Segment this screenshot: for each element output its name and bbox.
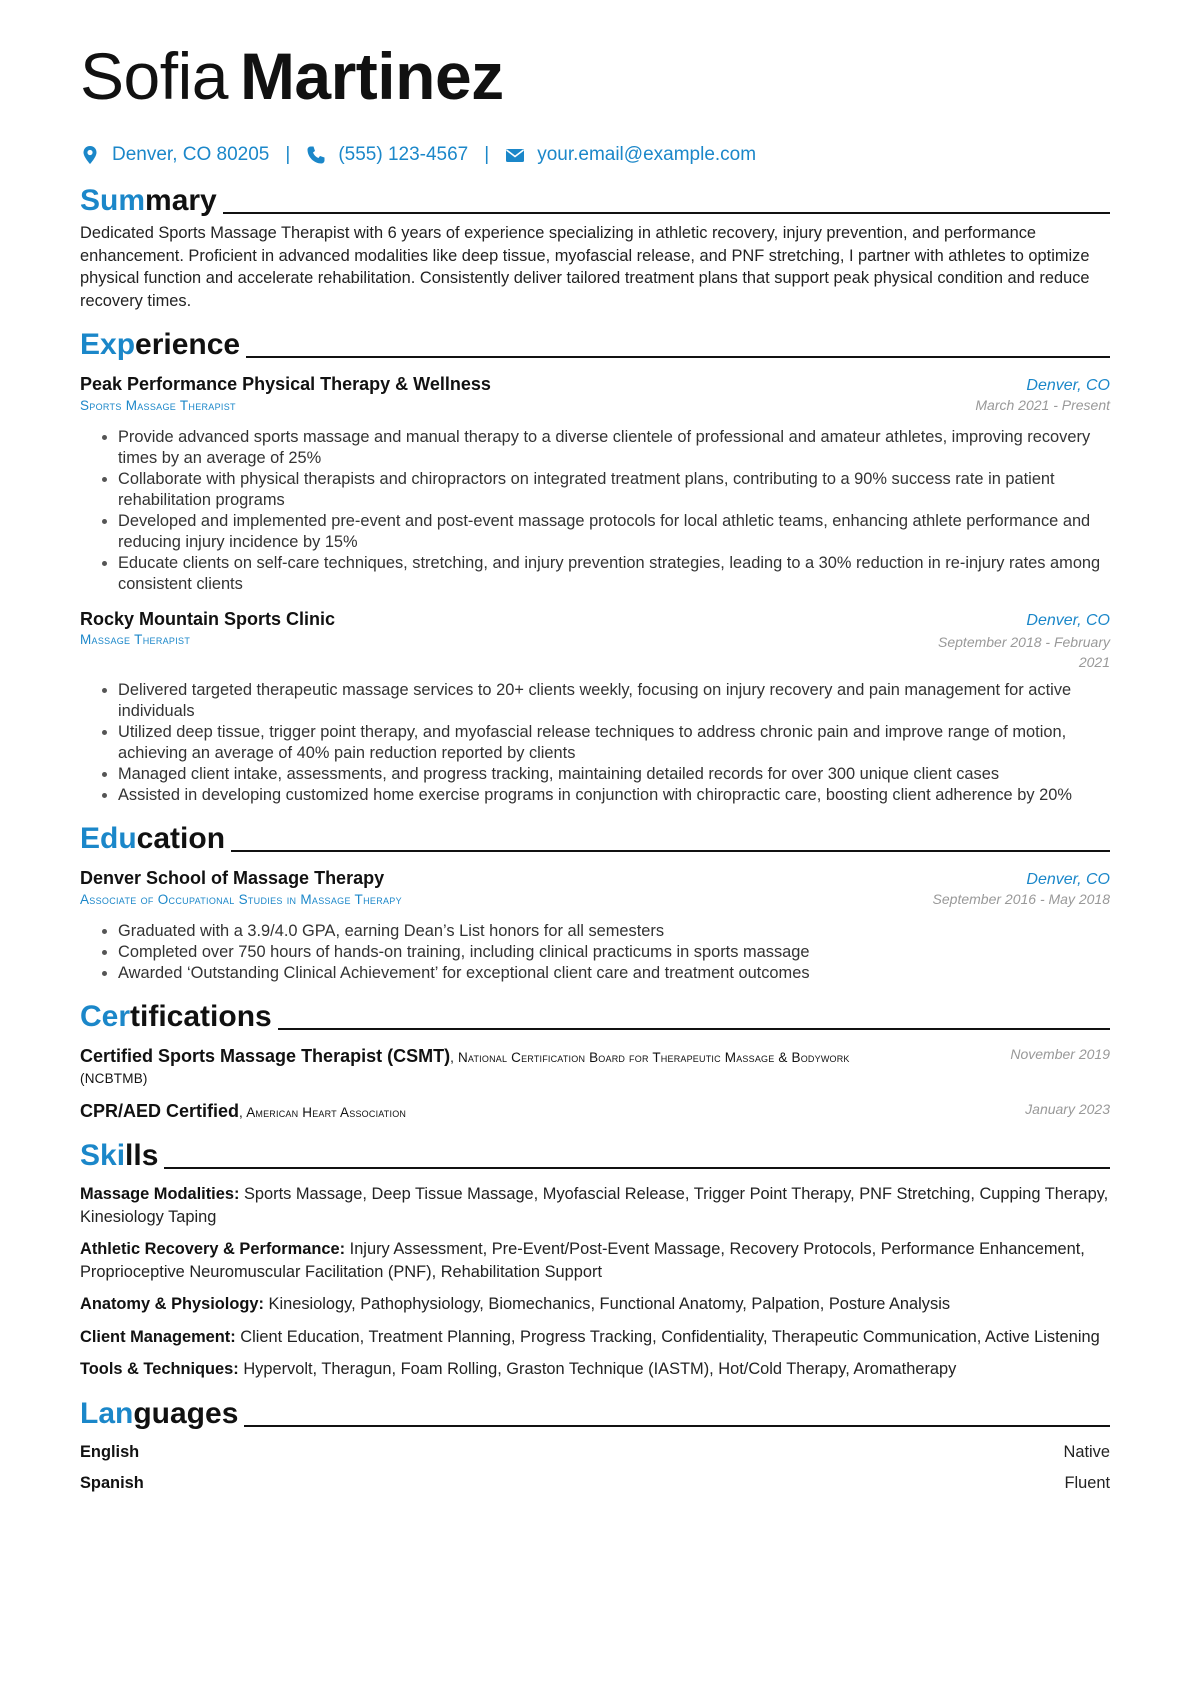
list-item: • Graduated with a 3.9/4.0 GPA, earning Dean’s List honors for all semesters bbox=[118, 921, 1110, 942]
section-rule bbox=[278, 1028, 1110, 1030]
job-title: Massage Therapist bbox=[80, 632, 191, 647]
list-item: • Developed and implemented pre-event and post-event massage protocols for local athletic teams, enhancing athlete performance and reducing injury incidence by 15% bbox=[118, 511, 1110, 553]
section-skills-heading: Skills bbox=[80, 1133, 1110, 1173]
skill-group bbox=[80, 1293, 1110, 1316]
school-location: Denver, CO bbox=[1026, 871, 1110, 888]
envelope-icon bbox=[505, 145, 525, 165]
language-name: Spanish bbox=[80, 1473, 144, 1492]
certification-date: January 2023 bbox=[1025, 1101, 1110, 1117]
employer-name: Peak Performance Physical Therapy & Wellness bbox=[80, 374, 491, 394]
contact-bar bbox=[80, 142, 1110, 168]
phone-icon bbox=[306, 145, 326, 165]
education-bullets bbox=[80, 921, 1110, 984]
job-title: Sports Massage Therapist bbox=[80, 398, 236, 413]
list-item: • Completed over 750 hours of hands-on training, including clinical practicums in sports massage bbox=[118, 942, 1110, 963]
contact-phone[interactable] bbox=[306, 144, 468, 166]
list-item: • Assisted in developing customized home exercise programs in conjunction with chiropractic care, boosting client adherence by 20% bbox=[118, 785, 1110, 806]
skill-items: Kinesiology, Pathophysiology, Biomechanics, Functional Anatomy, Palpation, Posture Analysis bbox=[268, 1295, 951, 1313]
map-marker-icon bbox=[80, 145, 100, 165]
job-location: Denver, CO bbox=[1026, 612, 1110, 629]
job-bullets bbox=[80, 427, 1110, 595]
skill-group bbox=[80, 1183, 1110, 1228]
contact-email[interactable] bbox=[505, 144, 756, 166]
skill-group bbox=[80, 1238, 1110, 1283]
skill-category: Tools & Techniques: bbox=[80, 1360, 239, 1378]
contact-separator: | bbox=[484, 144, 490, 165]
contact-location bbox=[80, 144, 269, 166]
contact-separator: | bbox=[285, 144, 291, 165]
certification-title: Certified Sports Massage Therapist (CSMT) bbox=[80, 1046, 451, 1066]
list-item: • Provide advanced sports massage and manual therapy to a diverse clientele of professional and amateur athletes, improving recovery times by an average of 25% bbox=[118, 427, 1110, 469]
language-row bbox=[80, 1474, 1110, 1493]
language-row bbox=[80, 1443, 1110, 1462]
skill-category: Athletic Recovery & Performance: bbox=[80, 1240, 346, 1258]
employer-name: Rocky Mountain Sports Clinic bbox=[80, 609, 336, 629]
language-name: English bbox=[80, 1442, 140, 1461]
list-item: • Awarded ‘Outstanding Clinical Achievement’ for exceptional client care and treatment outcomes bbox=[118, 963, 1110, 984]
certification-date: November 2019 bbox=[1010, 1046, 1110, 1062]
skill-items: Client Education, Treatment Planning, Progress Tracking, Confidentiality, Therapeutic Communication, Active Listening bbox=[240, 1327, 1100, 1346]
job-dates: September 2018 - February 2021 bbox=[938, 634, 1110, 670]
skill-items: Sports Massage, Deep Tissue Massage, Myofascial Release, Trigger Point Therapy, PNF Stretching, Cupping Therapy, Kinesiology Taping bbox=[80, 1185, 1109, 1226]
email-text: your.email@example.com bbox=[537, 144, 757, 165]
section-education-heading: Education bbox=[80, 816, 1110, 856]
job-location: Denver, CO bbox=[1026, 377, 1110, 394]
phone-text: (555) 123-4567 bbox=[338, 144, 469, 165]
skill-items: Injury Assessment, Pre-Event/Post-Event Massage, Recovery Protocols, Performance Enhancement, Proprioceptive Neuromuscular Facilitation (PNF), Rehabilitation Support bbox=[80, 1240, 1085, 1281]
certification-issuer: American Heart Association bbox=[246, 1105, 407, 1120]
section-certifications-heading: Certifications bbox=[80, 994, 1110, 1034]
skill-items: Hypervolt, Theragun, Foam Rolling, Graston Technique (IASTM), Hot/Cold Therapy, Aromatherapy bbox=[243, 1360, 957, 1378]
list-item: • Educate clients on self-care techniques, stretching, and injury prevention strategies, leading to a 30% reduction in re-injury rates among consistent clients bbox=[118, 553, 1110, 595]
job-bullets bbox=[80, 680, 1110, 806]
experience-entry bbox=[80, 609, 1110, 806]
education-entry bbox=[80, 868, 1110, 984]
candidate-name bbox=[80, 36, 1110, 116]
list-item: • Collaborate with physical therapists and chiropractors on integrated treatment plans, contributing to a 90% success rate in patient rehabilitation programs bbox=[118, 469, 1110, 511]
section-rule bbox=[223, 212, 1110, 214]
section-rule bbox=[164, 1167, 1110, 1169]
skill-group bbox=[80, 1358, 1110, 1381]
education-dates: September 2016 - May 2018 bbox=[932, 891, 1110, 907]
section-rule bbox=[246, 356, 1110, 358]
first-name: Sofia bbox=[80, 39, 228, 113]
job-dates: March 2021 - Present bbox=[975, 397, 1110, 413]
last-name: Martinez bbox=[239, 39, 504, 113]
section-rule bbox=[231, 850, 1110, 852]
degree-title: Associate of Occupational Studies in Massage Therapy bbox=[80, 892, 402, 907]
certification-entry: CPR/AED Certified, American Heart Association January 2023 bbox=[80, 1101, 1110, 1121]
section-summary-heading: Summary bbox=[80, 178, 1110, 218]
list-item: • Utilized deep tissue, trigger point therapy, and myofascial release techniques to address chronic pain and improve range of motion, achieving an average of 40% pain reduction reported by clients bbox=[118, 722, 1110, 764]
section-experience-heading: Experience bbox=[80, 322, 1110, 362]
language-level: Fluent bbox=[1064, 1473, 1110, 1492]
certification-entry: Certified Sports Massage Therapist (CSMT), National Certification Board for Therapeutic Massage & Bodywork (NCBTMB) November 2019 bbox=[80, 1046, 1110, 1089]
skill-category: Client Management: bbox=[80, 1327, 236, 1346]
language-level: Native bbox=[1063, 1442, 1110, 1461]
experience-entry bbox=[80, 374, 1110, 595]
school-name: Denver School of Massage Therapy bbox=[80, 868, 385, 888]
skill-group bbox=[80, 1326, 1110, 1349]
section-languages-heading: Languages bbox=[80, 1391, 1110, 1431]
list-item: • Managed client intake, assessments, and progress tracking, maintaining detailed records for over 300 unique client cases bbox=[118, 764, 1110, 785]
skill-category: Massage Modalities: bbox=[80, 1185, 240, 1203]
certification-issuer: National Certification Board for Therapeutic Massage & Bodywork (NCBTMB) bbox=[80, 1050, 850, 1086]
section-rule bbox=[244, 1425, 1110, 1427]
skill-category: Anatomy & Physiology: bbox=[80, 1295, 264, 1313]
summary-text: Dedicated Sports Massage Therapist with 6 years of experience specializing in athletic recovery, injury prevention, and performance enhancement. Proficient in advanced modalities like deep tissue, myofascial release, and PNF stretching, I partner with athletes to optimize physical function and accelerate rehabilitation. Consistently deliver tailored treatment plans that support peak physical condition and reduce recovery times. bbox=[80, 224, 1090, 310]
list-item: • Delivered targeted therapeutic massage services to 20+ clients weekly, focusing on injury recovery and pain management for active individuals bbox=[118, 680, 1110, 722]
location-text: Denver, CO 80205 bbox=[112, 144, 270, 165]
certification-title: CPR/AED Certified bbox=[80, 1101, 240, 1121]
